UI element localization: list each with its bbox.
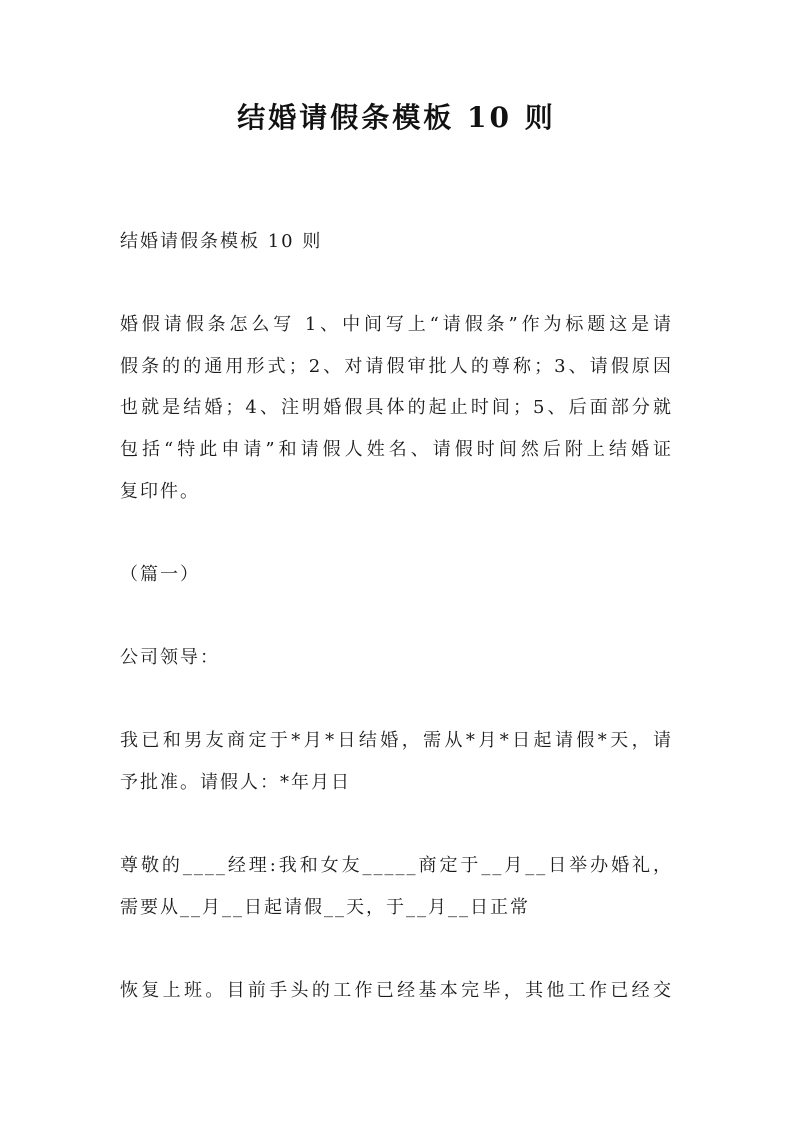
text-line: 包括“特此申请”和请假人姓名、请假时间然后附上结婚证	[120, 438, 673, 460]
letter2-paragraph	[120, 845, 673, 928]
intro-paragraph	[120, 304, 673, 512]
section-label: （篇一）	[120, 563, 200, 585]
subtitle-paragraph	[120, 221, 673, 263]
text-line: 予批准。请假人：*年月日	[120, 771, 351, 793]
letter2-continuation-paragraph	[120, 970, 673, 1012]
text-line: 也就是结婚；4、注明婚假具体的起止时间；5、后面部分就	[120, 397, 673, 419]
text-line: 恢复上班。目前手头的工作已经基本完毕，其他工作已经交	[120, 979, 673, 1001]
salutation-paragraph	[120, 637, 673, 679]
subtitle-line: 结婚请假条模板 10 则	[120, 231, 323, 252]
page-title: 结婚请假条模板 10 则	[237, 101, 556, 134]
text-line: 尊敬的____经理:我和女友_____商定于__月__日举办婚礼，	[120, 854, 673, 876]
document-body	[120, 221, 673, 1011]
text-line: 需要从__月__日起请假__天，于__月__日正常	[120, 896, 530, 918]
text-line: 我已和男友商定于*月*日结婚，需从*月*日起请假*天，请	[120, 730, 673, 752]
text-line: 复印件。	[120, 480, 200, 502]
text-line: 假条的的通用形式；2、对请假审批人的尊称；3、请假原因	[120, 355, 673, 377]
text-line: 婚假请假条怎么写 1、中间写上“请假条”作为标题这是请	[120, 314, 673, 336]
section-label-paragraph	[120, 554, 673, 596]
letter1-paragraph	[120, 720, 673, 803]
salutation-line: 公司领导：	[120, 646, 220, 668]
